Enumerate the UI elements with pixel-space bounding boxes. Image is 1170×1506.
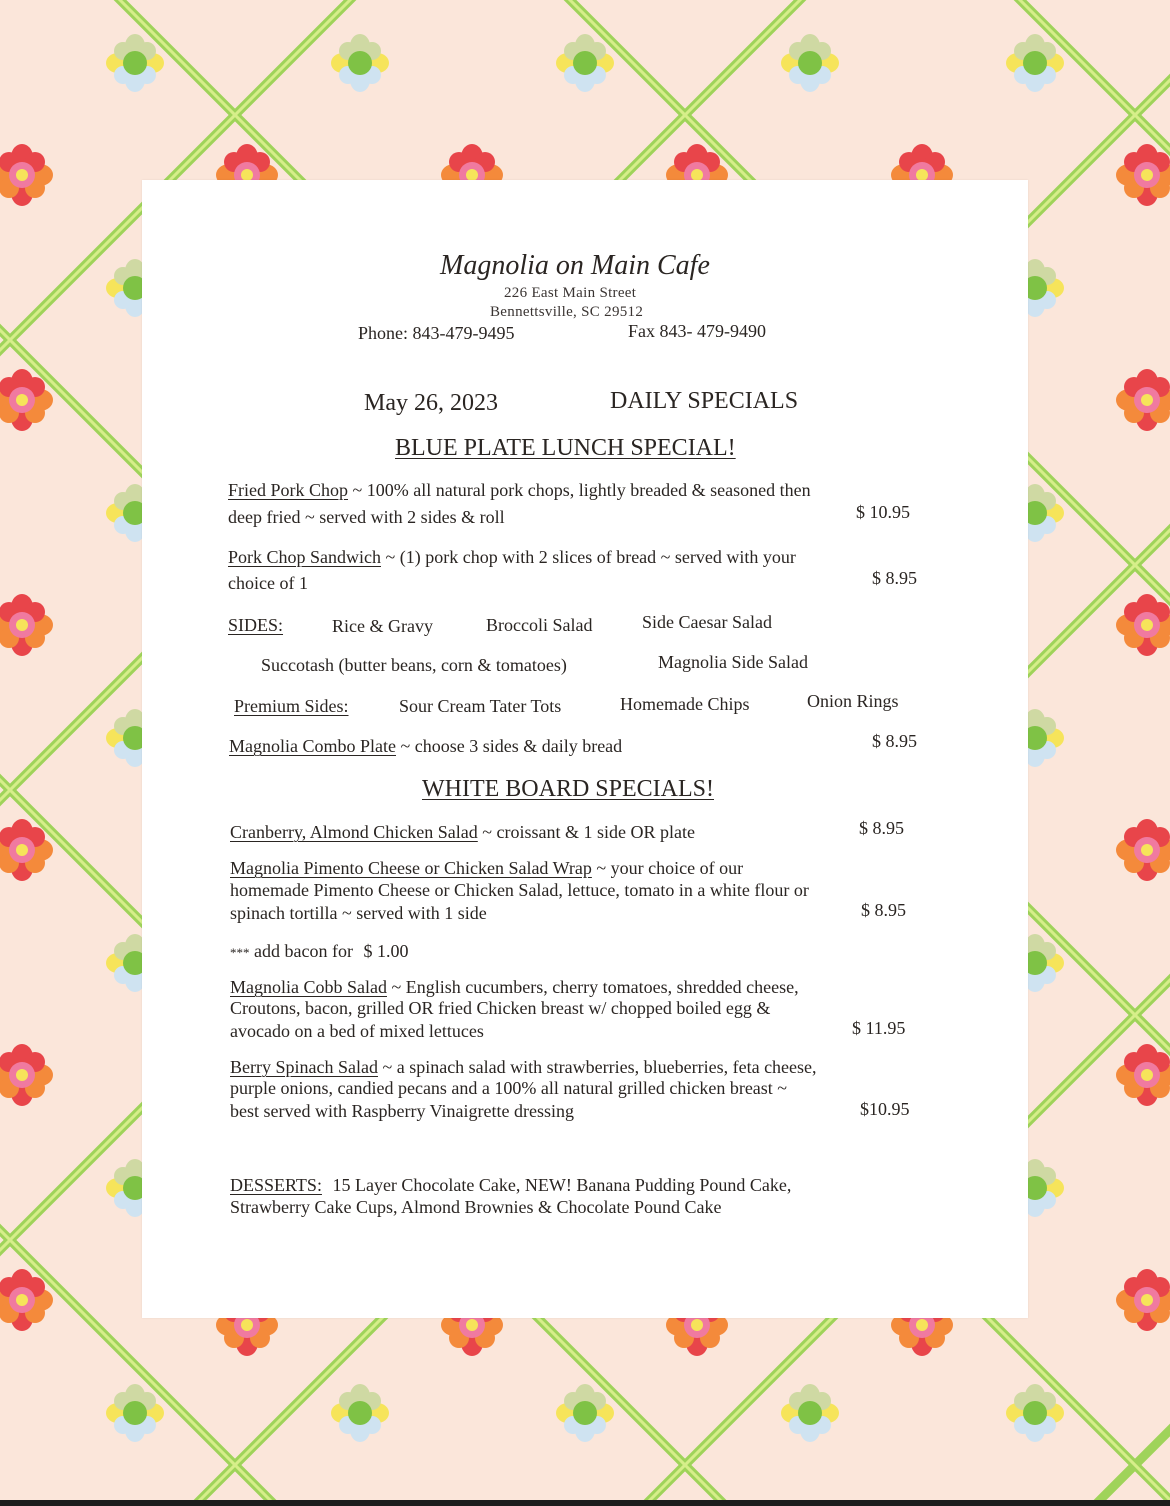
desserts-line2: Strawberry Cake Cups, Almond Brownies & Chocolate Pound Cake bbox=[230, 1197, 722, 1217]
sandwich-line2: choice of 1 bbox=[228, 573, 308, 593]
combo-line bbox=[229, 736, 622, 757]
side-item: Broccoli Salad bbox=[486, 615, 593, 635]
bacon-text: add bacon for bbox=[254, 941, 353, 961]
pork-chop-line1 bbox=[228, 480, 811, 501]
side-item: Rice & Gravy bbox=[332, 616, 433, 636]
cobb-line2: Croutons, bacon, grilled OR fried Chicken breast w/ chopped boiled egg & bbox=[230, 998, 771, 1018]
cobb-desc: ~ English cucumbers, cherry tomatoes, shredded cheese, bbox=[391, 977, 799, 997]
cranberry-price: $ 8.95 bbox=[859, 818, 904, 838]
phone-number: Phone: 843-479-9495 bbox=[358, 323, 515, 343]
pork-chop-line2: deep fried ~ served with 2 sides & roll bbox=[228, 507, 505, 527]
desserts-line1 bbox=[230, 1175, 791, 1196]
premium-side-item: Onion Rings bbox=[807, 691, 899, 711]
premium-side-item: Sour Cream Tater Tots bbox=[399, 696, 562, 716]
sandwich-name: Pork Chop Sandwich bbox=[228, 547, 381, 567]
wrap-desc: ~ your choice of our bbox=[596, 858, 744, 878]
city-address: Bennettsville, SC 29512 bbox=[490, 304, 644, 320]
berry-price: $10.95 bbox=[860, 1099, 910, 1119]
berry-line2: purple onions, candied pecans and a 100% all natural grilled chicken breast ~ bbox=[230, 1078, 788, 1098]
cobb-line1 bbox=[230, 977, 799, 998]
side-item: Magnolia Side Salad bbox=[658, 652, 808, 672]
bottom-edge-bar bbox=[0, 1500, 1170, 1506]
bacon-stars: *** bbox=[230, 945, 250, 960]
side-item: Side Caesar Salad bbox=[642, 612, 772, 632]
menu-sheet bbox=[142, 180, 1028, 1318]
daily-specials-heading: DAILY SPECIALS bbox=[610, 388, 799, 414]
cobb-line3: avocado on a bed of mixed lettuces bbox=[230, 1021, 484, 1041]
cranberry-desc: ~ croissant & 1 side OR plate bbox=[482, 822, 695, 842]
combo-price: $ 8.95 bbox=[872, 731, 917, 751]
premium-side-item: Homemade Chips bbox=[620, 694, 750, 714]
fax-number: Fax 843- 479-9490 bbox=[628, 321, 766, 341]
wrap-price: $ 8.95 bbox=[861, 900, 906, 920]
sandwich-line1 bbox=[228, 547, 796, 568]
cranberry-name: Cranberry, Almond Chicken Salad bbox=[230, 822, 478, 842]
side-item: Succotash (butter beans, corn & tomatoes) bbox=[261, 655, 567, 675]
desserts-label: DESSERTS: bbox=[230, 1175, 322, 1195]
berry-name: Berry Spinach Salad bbox=[230, 1057, 378, 1077]
sandwich-desc: ~ (1) pork chop with 2 slices of bread ~ served with your bbox=[385, 547, 796, 567]
pork-chop-name: Fried Pork Chop bbox=[228, 480, 349, 500]
sides-label: SIDES: bbox=[228, 615, 284, 635]
wrap-line3: spinach tortilla ~ served with 1 side bbox=[230, 903, 487, 923]
wrap-name: Magnolia Pimento Cheese or Chicken Salad Wrap bbox=[230, 858, 592, 878]
bacon-price: $ 1.00 bbox=[363, 941, 409, 961]
street-address: 226 East Main Street bbox=[504, 285, 637, 301]
premium-sides-label: Premium Sides: bbox=[234, 696, 349, 716]
cobb-price: $ 11.95 bbox=[852, 1018, 906, 1038]
pork-chop-price: $ 10.95 bbox=[856, 502, 910, 522]
combo-desc: ~ choose 3 sides & daily bread bbox=[400, 736, 623, 756]
wrap-line2: homemade Pimento Cheese or Chicken Salad, lettuce, tomato in a white flour or bbox=[230, 880, 809, 900]
wrap-line1 bbox=[230, 858, 743, 879]
sandwich-price: $ 8.95 bbox=[872, 568, 917, 588]
berry-line3: best served with Raspberry Vinaigrette dressing bbox=[230, 1101, 575, 1121]
pork-chop-desc: ~ 100% all natural pork chops, lightly breaded & seasoned then bbox=[352, 480, 811, 500]
desserts-text: 15 Layer Chocolate Cake, NEW! Banana Pudding Pound Cake, bbox=[332, 1175, 792, 1195]
cafe-name: Magnolia on Main Cafe bbox=[440, 250, 710, 281]
white-board-heading: WHITE BOARD SPECIALS! bbox=[422, 776, 714, 802]
berry-desc: ~ a spinach salad with strawberries, blueberries, feta cheese, bbox=[382, 1057, 817, 1077]
cobb-name: Magnolia Cobb Salad bbox=[230, 977, 387, 997]
bacon-line bbox=[230, 941, 408, 962]
blue-plate-heading: BLUE PLATE LUNCH SPECIAL! bbox=[395, 435, 736, 461]
cranberry-line bbox=[230, 822, 695, 843]
menu-date: May 26, 2023 bbox=[364, 390, 498, 416]
berry-line1 bbox=[230, 1057, 817, 1078]
combo-name: Magnolia Combo Plate bbox=[229, 736, 396, 756]
